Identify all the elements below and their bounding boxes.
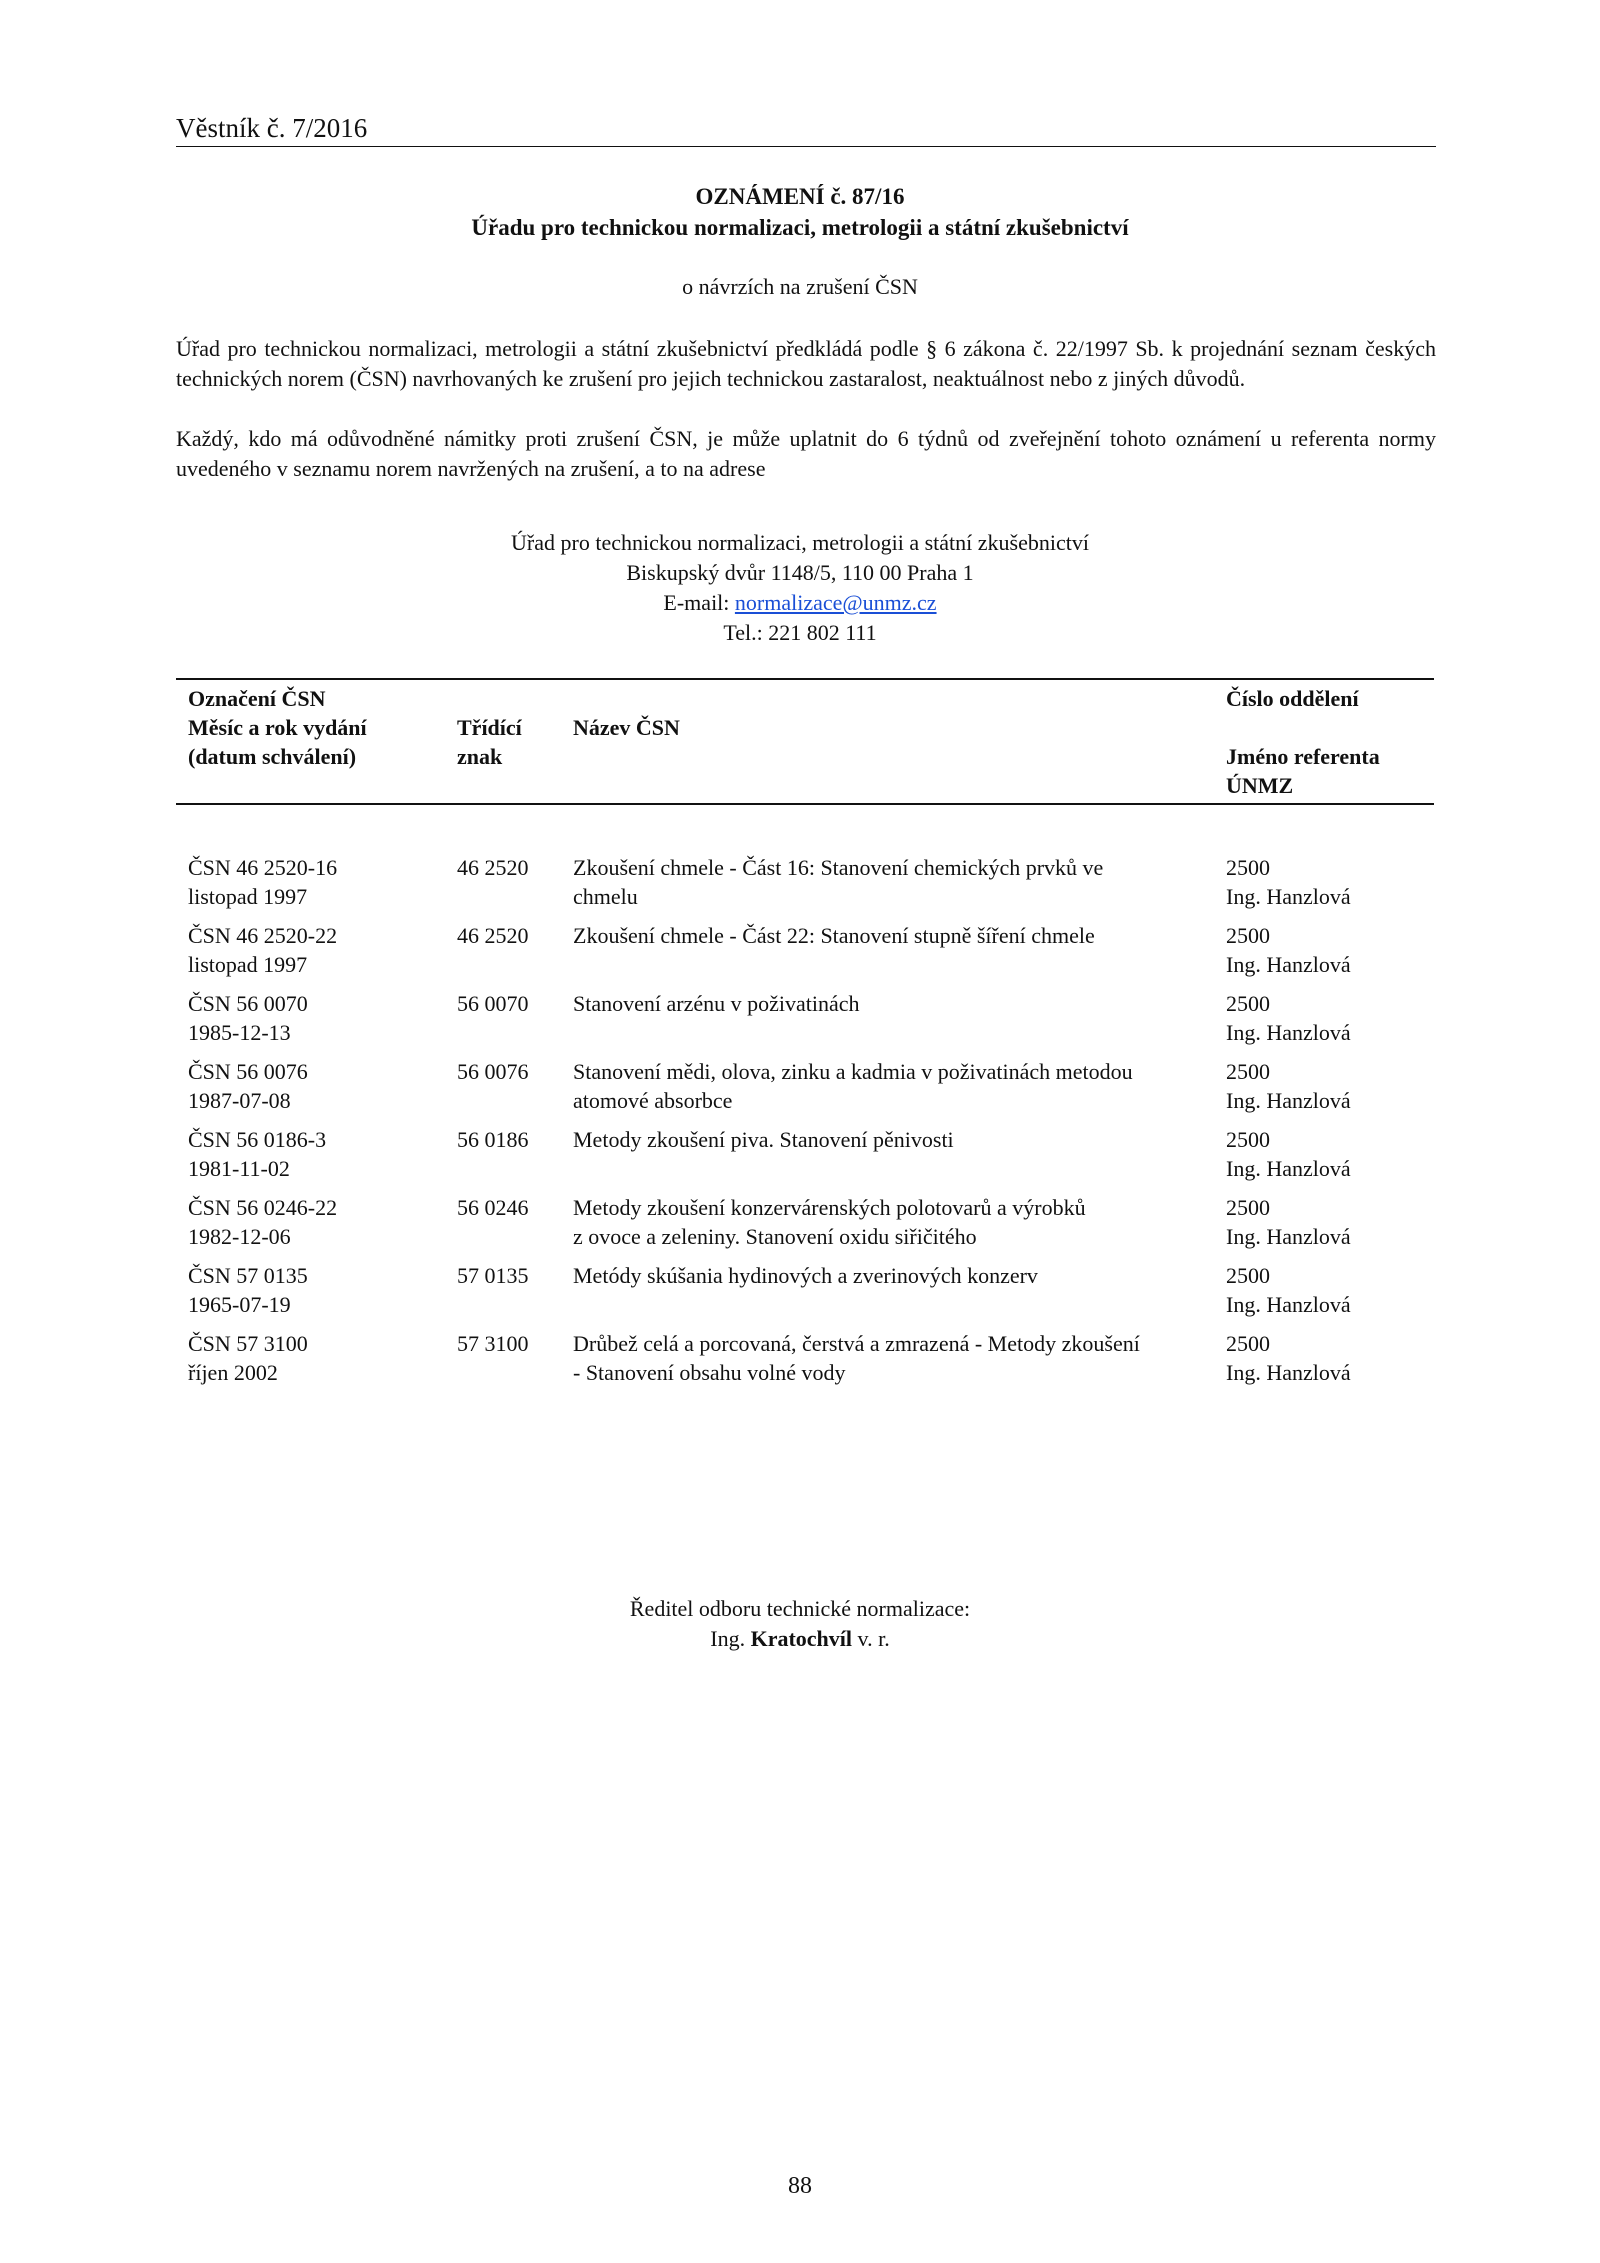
header-department: Číslo oddělení (1226, 686, 1359, 711)
notice-title: OZNÁMENÍ č. 87/16 (695, 184, 905, 209)
row-department: 2500 (1226, 1263, 1270, 1288)
row-date: 1987-07-08 (188, 1088, 291, 1113)
row-code: ČSN 56 0070 (188, 991, 308, 1016)
row-name: Stanovení mědi, olova, zinku a kadmia v poživatinách metodou (573, 1059, 1133, 1084)
header-class-code: Třídící (457, 715, 522, 740)
row-referent: Ing. Hanzlová (1226, 1224, 1351, 1249)
row-name: Zkoušení chmele - Část 22: Stanovení stupně šíření chmele (573, 923, 1095, 948)
page-number: 88 (788, 2173, 812, 2199)
row-class: 56 0186 (457, 1127, 529, 1152)
header-title: Věstník č. 7/2016 (176, 113, 368, 143)
row-class: 57 0135 (457, 1263, 529, 1288)
row-code: ČSN 56 0076 (188, 1059, 308, 1084)
address-email-line (0, 588, 1600, 618)
row-referent: Ing. Hanzlová (1226, 952, 1351, 977)
email-link[interactable]: normalizace@unmz.cz (734, 590, 937, 615)
notice-subtitle: Úřadu pro technickou normalizaci, metrologii a státní zkušebnictví (471, 215, 1129, 240)
row-name-cont: - Stanovení obsahu volné vody (573, 1360, 846, 1385)
header-csn-name: Název ČSN (573, 715, 680, 740)
row-name: Drůbež celá a porcovaná, čerstvá a zmrazená - Metody zkoušení (573, 1331, 1140, 1356)
signature-suffix: v. r. (852, 1626, 890, 1651)
row-code: ČSN 57 3100 (188, 1331, 308, 1356)
table-top-rule (176, 678, 1434, 680)
row-department: 2500 (1226, 855, 1270, 880)
address-office: Úřad pro technickou normalizaci, metrologii a státní zkušebnictví (511, 530, 1089, 555)
row-name: Metódy skúšania hydinových a zverinových konzerv (573, 1263, 1038, 1288)
row-date: 1982-12-06 (188, 1224, 291, 1249)
row-name-cont: chmelu (573, 884, 638, 909)
row-class: 56 0070 (457, 991, 529, 1016)
row-name: Zkoušení chmele - Část 16: Stanovení chemických prvků ve (573, 855, 1104, 880)
header-issue-date: Měsíc a rok vydání (188, 715, 367, 740)
header-divider (176, 146, 1436, 147)
row-code: ČSN 56 0246-22 (188, 1195, 338, 1220)
header-approval-date: (datum schválení) (188, 744, 357, 769)
header-class-code-2: znak (457, 744, 503, 769)
intro-paragraph: Úřad pro technickou normalizaci, metrologii a státní zkušebnictví předkládá podle § 6 zákona č. 22/1997 Sb. k projednání seznam českých technických norem (ČSN) navrhovaných ke zrušení pro jejich technickou zastaralost, neaktuálnost nebo z jiných důvodů. (176, 336, 1436, 391)
row-department: 2500 (1226, 1195, 1270, 1220)
row-date: 1965-07-19 (188, 1292, 291, 1317)
signature-prefix: Ing. (710, 1626, 751, 1651)
row-code: ČSN 56 0186-3 (188, 1127, 327, 1152)
table-header-rule (176, 803, 1434, 805)
row-code: ČSN 57 0135 (188, 1263, 308, 1288)
row-department: 2500 (1226, 1059, 1270, 1084)
row-date: listopad 1997 (188, 952, 308, 977)
address-phone: Tel.: 221 802 111 (723, 620, 877, 645)
row-class: 56 0246 (457, 1195, 529, 1220)
row-date: listopad 1997 (188, 884, 308, 909)
signature-name: Kratochvíl (750, 1626, 853, 1651)
row-department: 2500 (1226, 923, 1270, 948)
signature-role: Ředitel odboru technické normalizace: (629, 1596, 971, 1621)
row-code: ČSN 46 2520-22 (188, 923, 338, 948)
row-name-cont: z ovoce a zeleniny. Stanovení oxidu siřičitého (573, 1224, 977, 1249)
row-referent: Ing. Hanzlová (1226, 1360, 1351, 1385)
row-date: 1981-11-02 (188, 1156, 290, 1181)
row-name: Metody zkoušení piva. Stanovení pěnivosti (573, 1127, 954, 1152)
notice-about: o návrzích na zrušení ČSN (682, 274, 918, 299)
signature-name-line (0, 1624, 1600, 1654)
row-department: 2500 (1226, 991, 1270, 1016)
row-name: Stanovení arzénu v poživatinách (573, 991, 860, 1016)
row-department: 2500 (1226, 1331, 1270, 1356)
header-unmz: ÚNMZ (1226, 773, 1294, 798)
header-referent: Jméno referenta (1226, 744, 1380, 769)
row-department: 2500 (1226, 1127, 1270, 1152)
header-csn-code: Označení ČSN (188, 686, 326, 711)
row-date: 1985-12-13 (188, 1020, 291, 1045)
row-referent: Ing. Hanzlová (1226, 1292, 1351, 1317)
address-street: Biskupský dvůr 1148/5, 110 00 Praha 1 (626, 560, 974, 585)
row-class: 46 2520 (457, 855, 529, 880)
row-referent: Ing. Hanzlová (1226, 1088, 1351, 1113)
row-class: 56 0076 (457, 1059, 529, 1084)
row-referent: Ing. Hanzlová (1226, 884, 1351, 909)
row-name-cont: atomové absorbce (573, 1088, 733, 1113)
row-date: říjen 2002 (188, 1360, 278, 1385)
objection-paragraph: Každý, kdo má odůvodněné námitky proti zrušení ČSN, je může uplatnit do 6 týdnů od zveřejnění tohoto oznámení u referenta normy uvedeného v seznamu norem navržených na zrušení, a to na adrese (176, 426, 1436, 481)
row-class: 57 3100 (457, 1331, 529, 1356)
email-label: E-mail: (663, 590, 735, 615)
row-class: 46 2520 (457, 923, 529, 948)
row-name: Metody zkoušení konzervárenských polotovarů a výrobků (573, 1195, 1086, 1220)
row-referent: Ing. Hanzlová (1226, 1156, 1351, 1181)
row-referent: Ing. Hanzlová (1226, 1020, 1351, 1045)
row-code: ČSN 46 2520-16 (188, 855, 338, 880)
